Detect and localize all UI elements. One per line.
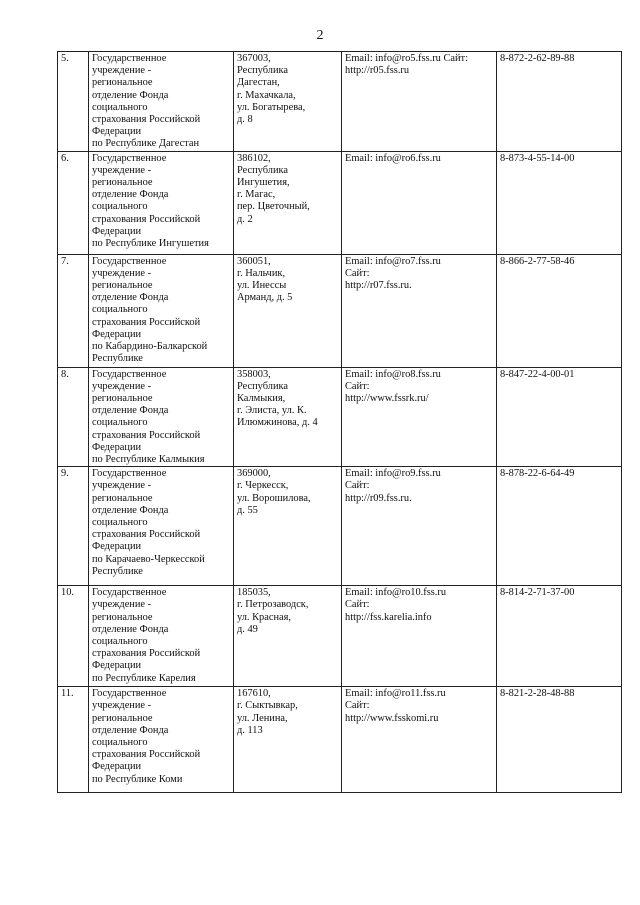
organization-line: страхования Российской bbox=[92, 749, 201, 761]
contact-web-cell bbox=[342, 254, 497, 367]
organization-cell bbox=[89, 367, 234, 467]
row-number-cell: 7. bbox=[58, 254, 89, 367]
address-line: Дагестан, bbox=[237, 77, 280, 89]
organization-line: Государственное bbox=[92, 255, 167, 267]
organization-line: учреждение - bbox=[92, 480, 152, 492]
address-line: г. Черкесск, bbox=[237, 480, 289, 492]
contact-web-line: Сайт: bbox=[345, 700, 370, 712]
organization-line: Государственное bbox=[92, 688, 167, 700]
address-line: д. 55 bbox=[237, 504, 258, 516]
address-line: Республика bbox=[237, 380, 289, 392]
organization-line: страхования Российской bbox=[92, 316, 201, 328]
organization-line: региональное bbox=[92, 393, 153, 405]
contact-web-line: Email: info@ro6.fss.ru bbox=[345, 152, 441, 164]
organization-line: по Республике Калмыкия bbox=[92, 454, 205, 466]
organization-line: Федерации bbox=[92, 328, 142, 340]
address-line: 358003, bbox=[237, 368, 271, 380]
organization-line: учреждение - bbox=[92, 700, 152, 712]
organization-line: социального bbox=[92, 636, 148, 648]
address-line: д. 2 bbox=[237, 213, 253, 225]
contact-web-line: Email: info@ro8.fss.ru bbox=[345, 368, 441, 380]
organization-line: региональное bbox=[92, 77, 153, 89]
row-number-cell: 8. bbox=[58, 367, 89, 467]
organization-line: Государственное bbox=[92, 368, 167, 380]
address-line: г. Петрозаводск, bbox=[237, 599, 309, 611]
table-row bbox=[58, 151, 622, 254]
address-cell bbox=[234, 687, 342, 793]
organization-line: социального bbox=[92, 737, 148, 749]
row-number-cell: 11. bbox=[58, 687, 89, 793]
contacts-table bbox=[57, 51, 622, 793]
organization-line: по Республике Коми bbox=[92, 773, 183, 785]
organization-line: учреждение - bbox=[92, 164, 152, 176]
address-line: д. 113 bbox=[237, 724, 263, 736]
organization-line: учреждение - bbox=[92, 599, 152, 611]
organization-line: отделение Фонда bbox=[92, 504, 169, 516]
organization-line: страхования Российской bbox=[92, 114, 201, 126]
address-line: ул. Ворошилова, bbox=[237, 492, 311, 504]
contacts-table-body bbox=[58, 52, 622, 793]
contact-web-line: Сайт: bbox=[345, 267, 370, 279]
contact-web-line: Сайт: bbox=[345, 380, 370, 392]
contact-web-line: Email: info@ro10.fss.ru bbox=[345, 587, 447, 599]
contact-web-line: http://r05.fss.ru bbox=[345, 65, 410, 77]
address-line: д. 49 bbox=[237, 623, 258, 635]
contact-web-cell bbox=[342, 52, 497, 152]
organization-line: Республике bbox=[92, 565, 143, 577]
address-line: 369000, bbox=[237, 468, 271, 480]
organization-line: отделение Фонда bbox=[92, 724, 169, 736]
address-line: 167610, bbox=[237, 688, 271, 700]
organization-cell bbox=[89, 586, 234, 687]
organization-line: социального bbox=[92, 417, 148, 429]
address-line: ул. Ленина, bbox=[237, 712, 288, 724]
address-line: ул. Богатырева, bbox=[237, 101, 306, 113]
address-line: пер. Цветочный, bbox=[237, 201, 310, 213]
organization-line: Государственное bbox=[92, 587, 167, 599]
address-cell bbox=[234, 151, 342, 254]
address-line: г. Элиста, ул. К. bbox=[237, 405, 307, 417]
organization-line: по Республике Дагестан bbox=[92, 138, 200, 150]
organization-line: страхования Российской bbox=[92, 529, 201, 541]
address-line: Ингушетия, bbox=[237, 177, 290, 189]
contact-web-line: Email: info@ro5.fss.ru Сайт: bbox=[345, 53, 468, 64]
address-line: д. 8 bbox=[237, 114, 253, 126]
row-number-cell: 9. bbox=[58, 467, 89, 586]
organization-cell bbox=[89, 52, 234, 152]
organization-line: Федерации bbox=[92, 660, 142, 672]
address-line: 386102, bbox=[237, 152, 271, 164]
contact-web-line: http://fss.karelia.info bbox=[345, 611, 432, 623]
contact-web-line: http://www.fsskomi.ru bbox=[345, 712, 439, 724]
organization-cell bbox=[89, 151, 234, 254]
page-number: 2 bbox=[316, 28, 324, 43]
organization-line: учреждение - bbox=[92, 380, 152, 392]
organization-line: социального bbox=[92, 201, 148, 213]
contact-web-line: Email: info@ro9.fss.ru bbox=[345, 468, 441, 480]
organization-line: региональное bbox=[92, 712, 153, 724]
table-row bbox=[58, 367, 622, 467]
organization-line: отделение Фонда bbox=[92, 623, 169, 635]
contact-web-line: http://r07.fss.ru. bbox=[345, 280, 412, 292]
contact-web-cell bbox=[342, 467, 497, 586]
phone-cell: 8-814-2-71-37-00 bbox=[497, 586, 622, 687]
contact-web-line: Сайт: bbox=[345, 480, 370, 492]
phone-cell: 8-872-2-62-89-88 bbox=[497, 52, 622, 152]
organization-line: Республике bbox=[92, 353, 143, 365]
phone-cell: 8-873-4-55-14-00 bbox=[497, 151, 622, 254]
address-line: г. Нальчик, bbox=[237, 267, 286, 279]
contact-web-line: http://r09.fss.ru. bbox=[345, 492, 412, 504]
address-line: г. Махачкала, bbox=[237, 89, 296, 101]
organization-line: по Республике Ингушетия bbox=[92, 238, 209, 250]
address-line: г. Сыктывкар, bbox=[237, 700, 298, 712]
address-line: ул. Красная, bbox=[237, 611, 292, 623]
organization-line: отделение Фонда bbox=[92, 405, 169, 417]
phone-cell: 8-847-22-4-00-01 bbox=[497, 367, 622, 467]
address-line: 367003, bbox=[237, 53, 271, 64]
address-line: 360051, bbox=[237, 255, 271, 267]
contact-web-cell bbox=[342, 367, 497, 467]
contact-web-line: Email: info@ro7.fss.ru bbox=[345, 255, 441, 267]
organization-line: отделение Фонда bbox=[92, 89, 169, 101]
contact-web-cell bbox=[342, 687, 497, 793]
organization-line: по Республике Карелия bbox=[92, 672, 196, 684]
address-line: 185035, bbox=[237, 587, 271, 599]
address-cell bbox=[234, 52, 342, 152]
organization-cell bbox=[89, 467, 234, 586]
organization-line: социального bbox=[92, 101, 148, 113]
organization-line: учреждение - bbox=[92, 267, 152, 279]
contact-web-line: Email: info@ro11.fss.ru bbox=[345, 688, 446, 700]
organization-line: Государственное bbox=[92, 152, 167, 164]
organization-line: региональное bbox=[92, 280, 153, 292]
row-number-cell: 6. bbox=[58, 151, 89, 254]
organization-line: региональное bbox=[92, 611, 153, 623]
organization-line: отделение Фонда bbox=[92, 292, 169, 304]
contact-web-cell bbox=[342, 151, 497, 254]
table-row bbox=[58, 687, 622, 793]
organization-line: по Кабардино-Балкарской bbox=[92, 341, 208, 353]
organization-line: Федерации bbox=[92, 541, 142, 553]
organization-line: Федерации bbox=[92, 126, 142, 138]
organization-line: Федерации bbox=[92, 225, 142, 237]
address-line: г. Магас, bbox=[237, 189, 276, 201]
organization-line: Федерации bbox=[92, 761, 142, 773]
phone-cell: 8-878-22-6-64-49 bbox=[497, 467, 622, 586]
organization-line: страхования Российской bbox=[92, 429, 201, 441]
row-number-cell: 5. bbox=[58, 52, 89, 152]
address-cell bbox=[234, 254, 342, 367]
organization-line: Государственное bbox=[92, 468, 167, 480]
phone-cell: 8-821-2-28-48-88 bbox=[497, 687, 622, 793]
address-line: Калмыкия, bbox=[237, 393, 286, 405]
address-line: Республика bbox=[237, 164, 289, 176]
table-row bbox=[58, 467, 622, 586]
table-row bbox=[58, 586, 622, 687]
phone-cell: 8-866-2-77-58-46 bbox=[497, 254, 622, 367]
organization-line: Государственное bbox=[92, 53, 167, 64]
organization-line: Федерации bbox=[92, 441, 142, 453]
address-line: ул. Инессы bbox=[237, 280, 287, 292]
organization-cell bbox=[89, 254, 234, 367]
organization-line: социального bbox=[92, 304, 148, 316]
organization-line: отделение Фонда bbox=[92, 189, 169, 201]
table-row bbox=[58, 254, 622, 367]
address-line: Республика bbox=[237, 65, 289, 77]
table-row bbox=[58, 52, 622, 152]
organization-line: учреждение - bbox=[92, 65, 152, 77]
contact-web-cell bbox=[342, 586, 497, 687]
organization-line: региональное bbox=[92, 492, 153, 504]
row-number-cell: 10. bbox=[58, 586, 89, 687]
organization-cell bbox=[89, 687, 234, 793]
address-line: Илюмжинова, д. 4 bbox=[237, 417, 318, 429]
contact-web-line: Сайт: bbox=[345, 599, 370, 611]
organization-line: страхования Российской bbox=[92, 648, 201, 660]
address-cell bbox=[234, 467, 342, 586]
address-cell bbox=[234, 367, 342, 467]
organization-line: социального bbox=[92, 517, 148, 529]
address-line: Арманд, д. 5 bbox=[237, 292, 293, 304]
organization-line: страхования Российской bbox=[92, 213, 201, 225]
contact-web-line: http://www.fssrk.ru/ bbox=[345, 393, 429, 405]
address-cell bbox=[234, 586, 342, 687]
organization-line: по Карачаево-Черкесской bbox=[92, 553, 205, 565]
organization-line: региональное bbox=[92, 177, 153, 189]
